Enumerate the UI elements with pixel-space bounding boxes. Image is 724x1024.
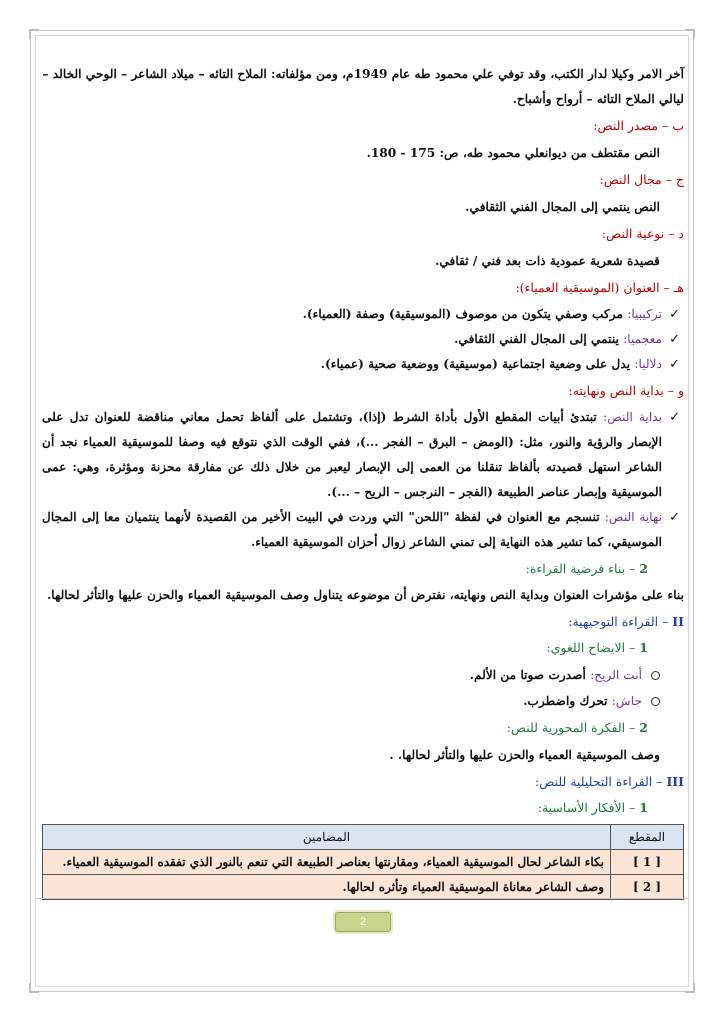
list-item: [42, 302, 680, 327]
list-item: [42, 505, 680, 555]
list-item: [42, 688, 660, 714]
item-text: تحرك واضطرب.: [523, 694, 612, 708]
title-heading: هـ – العنوان (الموسيقية العمياء):: [515, 280, 684, 295]
domain-heading: ج – مجال النص:: [599, 172, 684, 187]
checkmark-icon: ✓: [669, 332, 680, 347]
lexical-heading: [42, 636, 684, 660]
core-idea-heading: [42, 716, 684, 740]
section-number: 2: [639, 720, 648, 735]
start-term: بداية النص:: [603, 410, 662, 424]
item-term: تركيبيا:: [627, 307, 662, 321]
section-number: II: [672, 614, 684, 629]
type-text: قصيدة شعرية عمودية ذات بعد فني / ثقافي.: [435, 254, 660, 268]
section-title: – القراءة التوجيهية:: [568, 614, 673, 629]
section-title: – بناء فرضية القراءة:: [525, 561, 640, 576]
document-body: [42, 62, 684, 900]
bullet-circle-icon: [651, 697, 660, 706]
corner-ornament: [685, 983, 695, 993]
start-end-list: [42, 405, 684, 555]
item-term: دلاليا:: [634, 357, 662, 371]
list-item: [42, 662, 660, 688]
item-text: ينتمي إلى المجال الفني الثقافي.: [454, 332, 624, 346]
bullet-circle-icon: [651, 671, 660, 680]
hypothesis-heading: [42, 557, 684, 581]
list-item: [42, 327, 680, 352]
start-text: تبتدئ أبيات المقطع الأول بأداة الشرط (إذا)، وتشتمل على ألفاظ تحمل معاني مناقضة للعنوان تدل على الإبصار والرؤية والنور، مثل: (الومض – البرق – الفجر ...)، ففي الوقت الذي نتوقع فيه وصفا للموسيقية العمياء نجد أن الشاعر استهل قصيدته بألفاظ تنقلنا من العمى إلى الإبصار ليعبر من خلال ذلك عن مفارقة محزنة ومؤثرة، وهي: عمى الموسيقية وإبصار عناصر الطبيعة (الفجر – النرجس – الريح – ...).: [42, 410, 662, 499]
row-content: بكاء الشاعر لحال الموسيقية العمياء، ومقارنتها بعناصر الطبيعة التي تنعم بالنور الذي تفقده الموسيقية العمياء.: [43, 850, 611, 875]
item-term: أنت الريح:: [590, 668, 642, 682]
table-row: [43, 850, 684, 875]
table-row: [43, 875, 684, 900]
row-index: [ 1 ]: [611, 850, 684, 875]
start-end-heading: و – بداية النص ونهايته:: [568, 383, 684, 398]
hypothesis-text: بناء على مؤشرات العنوان وبداية النص ونهايته، نفترض أن موضوعه يتناول وصف الموسيقية العمياء والحزن عليها والتأثر لحالها.: [47, 588, 684, 602]
title-analysis-list: [42, 302, 684, 377]
guided-reading-heading: [42, 610, 684, 634]
checkmark-icon: ✓: [669, 510, 680, 525]
end-text: تنسجم مع العنوان في لفظة "اللحن" التي وردت في البيت الأخير من القصيدة لأنهما ينتميان معا إلى المجال الموسيقي، كما تشير هذه النهاية إلى تمني الشاعر زوال أحزان الموسيقية العمياء.: [42, 510, 662, 549]
intro-line-2: ليالي الملاح التائه – أرواح وأشباح.: [512, 92, 684, 106]
section-number: 1: [639, 800, 648, 815]
type-heading: د – نوعية النص:: [601, 226, 684, 241]
lexical-list: [42, 662, 684, 714]
section-title: – القراءة التحليلية للنص:: [535, 774, 667, 789]
source-text: النص مقتطف من ديوانعلي محمود طه، ص: 175 - 180.: [366, 146, 660, 160]
corner-ornament: [29, 983, 39, 993]
footer-divider: [36, 898, 688, 899]
column-header-content: المضامين: [43, 825, 611, 850]
end-term: نهاية النص:: [604, 510, 663, 524]
column-header-section: المقطع: [611, 825, 684, 850]
source-heading: ب – مصدر النص:: [593, 118, 684, 133]
main-ideas-table: [42, 824, 684, 900]
section-number: 2: [639, 561, 648, 576]
item-text: أصدرت صوتا من الألم.: [469, 668, 591, 682]
item-term: معجميا:: [623, 332, 662, 346]
row-index: [ 2 ]: [611, 875, 684, 900]
section-title: – الفكرة المحورية للنص:: [506, 720, 640, 735]
analytic-reading-heading: [42, 770, 684, 794]
core-idea-text: وصف الموسيقية العمياء والحزن عليها والتأثر لحالها. .: [389, 748, 660, 762]
checkmark-icon: ✓: [669, 357, 680, 372]
intro-line-1: آخر الامر وكيلا لدار الكتب، وقد توفي علي محمود طه عام 1949م، ومن مؤلفاته: الملاح التائه – ميلاد الشاعر – الوحي الخالد –: [42, 67, 684, 81]
row-content: وصف الشاعر معاناة الموسيقية العمياء وتأثره لحالها.: [43, 875, 611, 900]
section-title: – الايضاح اللغوي:: [546, 640, 640, 655]
section-number: III: [666, 774, 684, 789]
item-text: يدل على وضعية اجتماعية (موسيقية) ووضعية صحية (عمياء).: [320, 357, 635, 371]
item-term: جاش:: [611, 694, 642, 708]
table-header-row: [43, 825, 684, 850]
section-title: – الأفكار الأساسية:: [537, 800, 640, 815]
section-number: 1: [639, 640, 648, 655]
list-item: [42, 352, 680, 377]
main-ideas-heading: [42, 796, 684, 820]
corner-ornament: [685, 29, 695, 39]
page-number: 2: [335, 912, 391, 932]
list-item: [42, 405, 680, 505]
domain-text: النص ينتمي إلى المجال الفني الثقافي.: [465, 200, 660, 214]
item-text: مركب وصفي يتكون من موصوف (الموسيقية) وصفة (العمياء).: [302, 307, 628, 321]
corner-ornament: [29, 29, 39, 39]
checkmark-icon: ✓: [669, 410, 680, 425]
checkmark-icon: ✓: [669, 307, 680, 322]
